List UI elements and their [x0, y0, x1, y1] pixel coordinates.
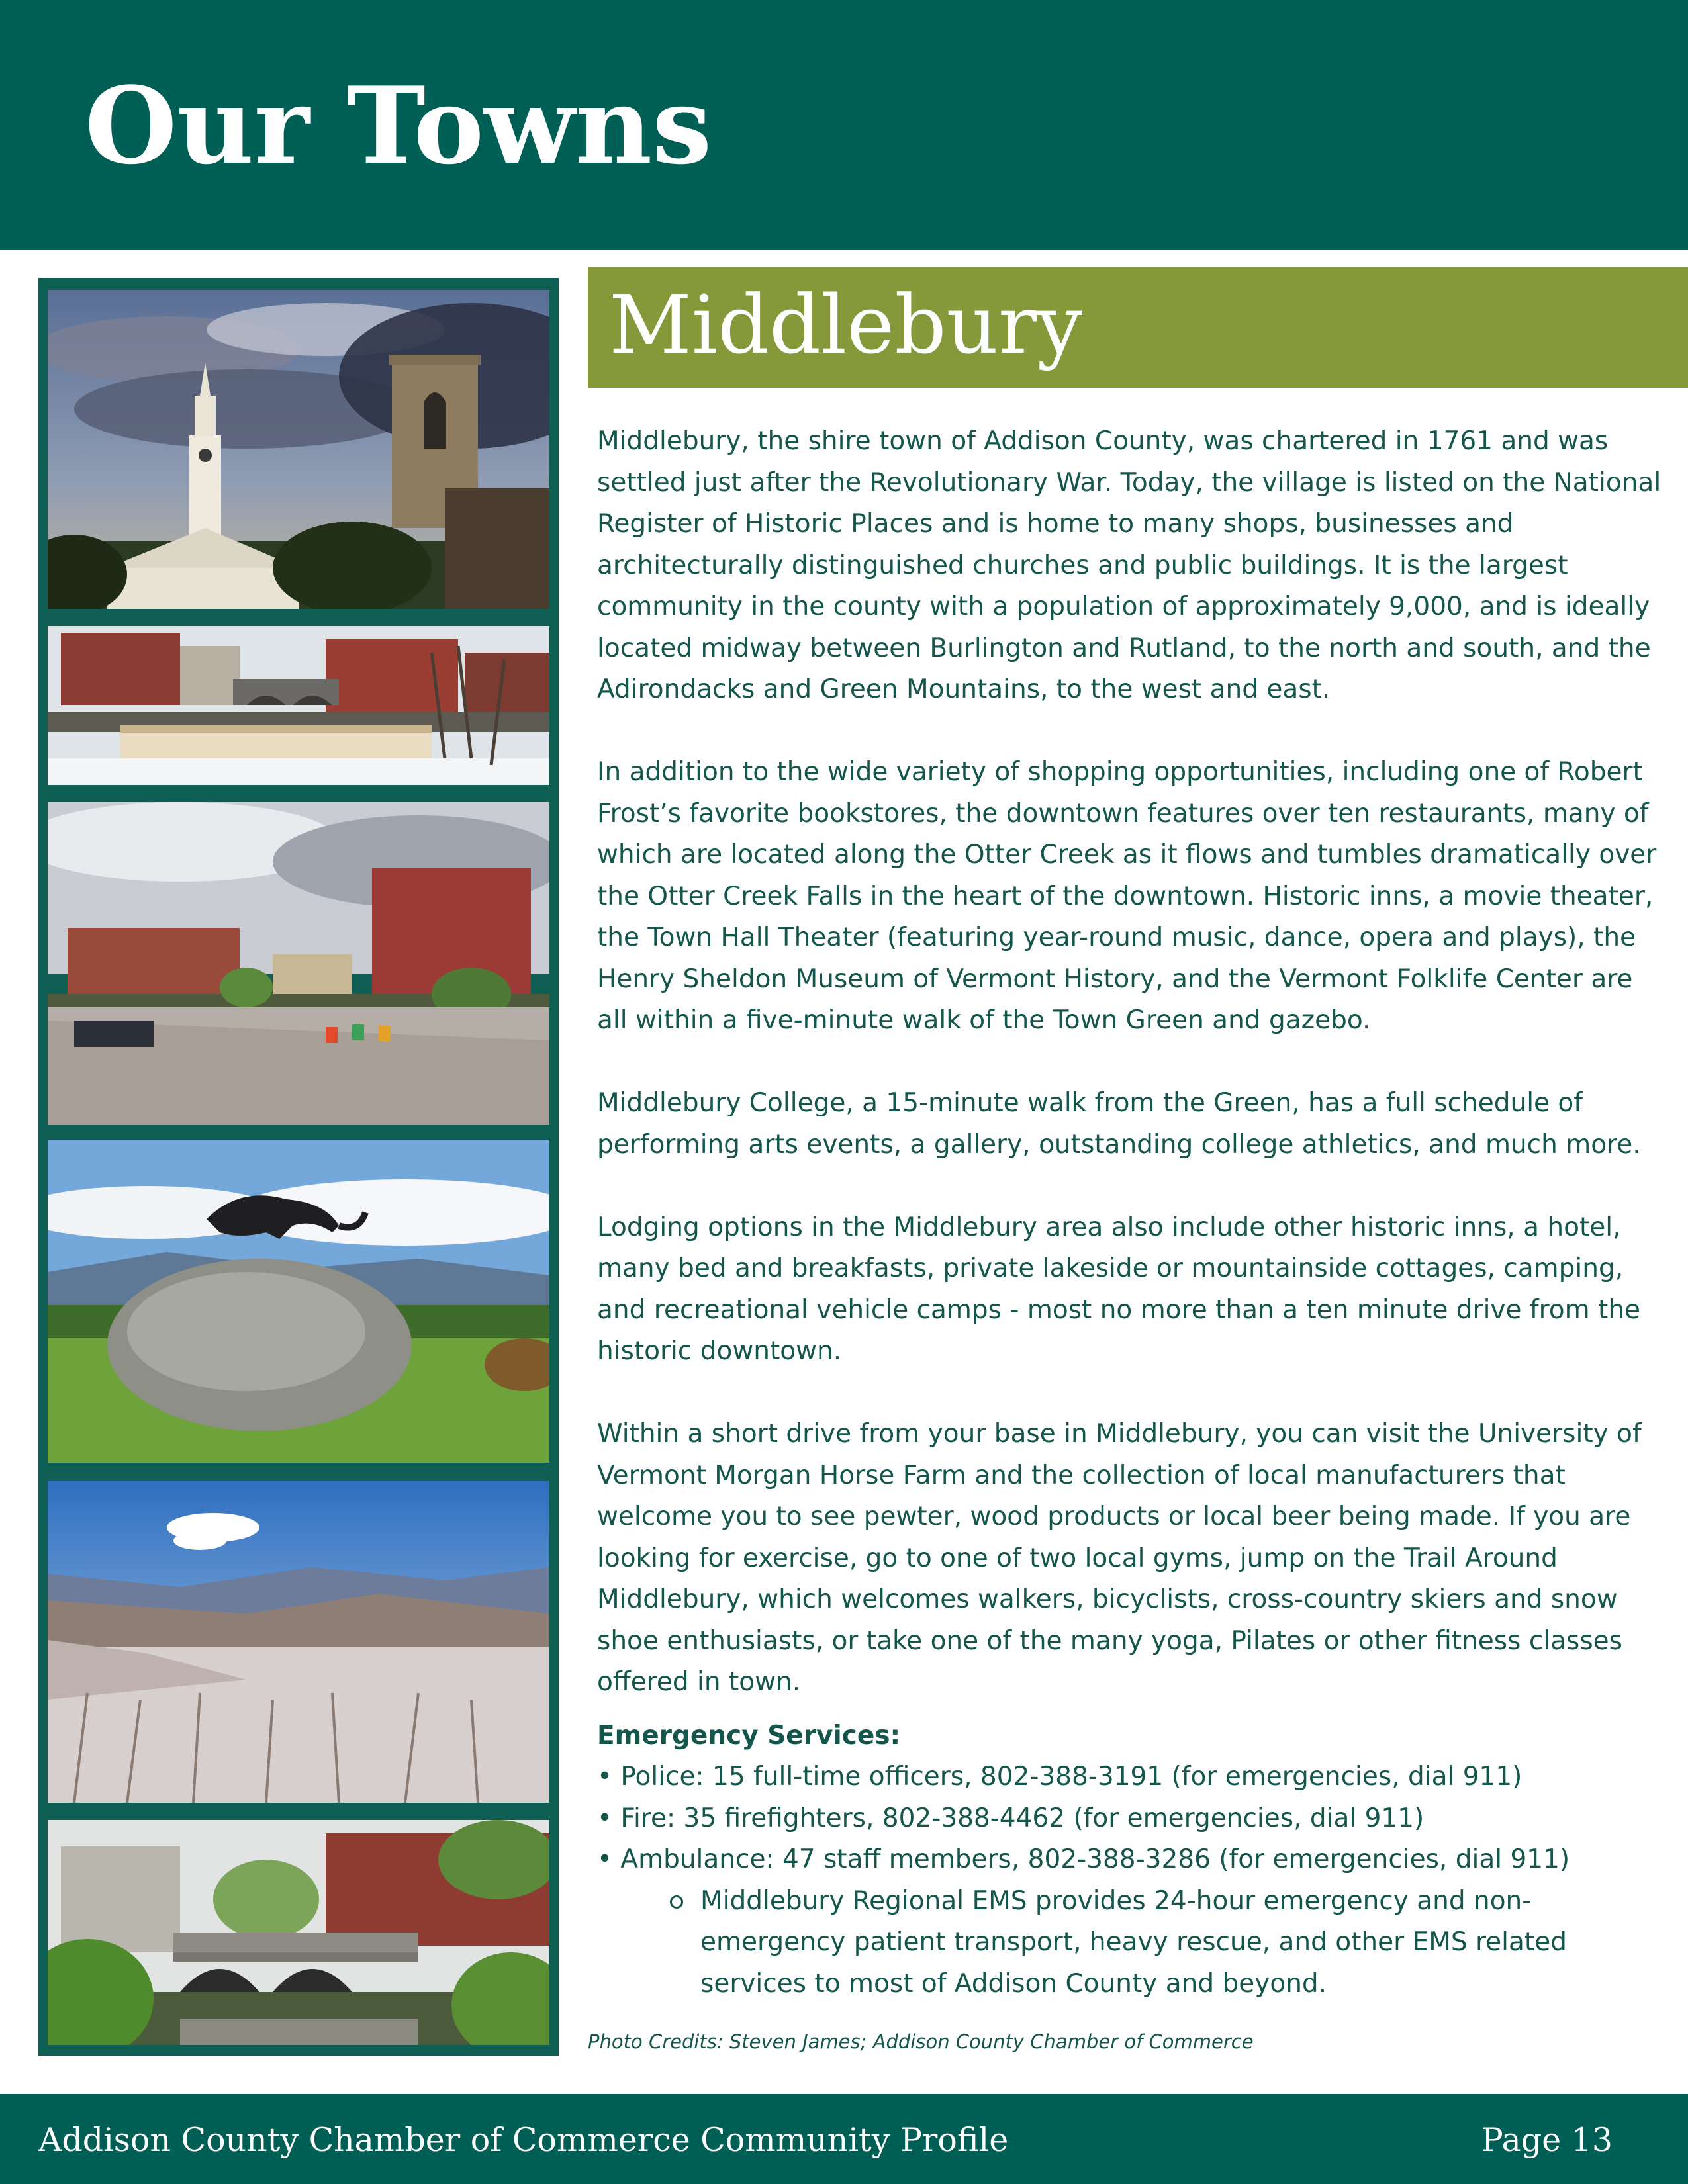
photo-church-steeple — [48, 290, 549, 609]
photo-otter-creek-falls — [48, 626, 549, 785]
emergency-heading: Emergency Services: — [597, 1720, 901, 1751]
emergency-sublist — [597, 1881, 1663, 2005]
footer-title: Addison County Chamber of Commerce Community Profile — [38, 2121, 1009, 2159]
emergency-item-ambulance: • Ambulance: 47 staff members, 802-388-3286 (for emergencies, dial 911) — [597, 1844, 1570, 1874]
paragraph-lodging: Lodging options in the Middlebury area also include other historic inns, a hotel, many bed and breakfasts, private lakeside or mountainside cottages, camping, and recreational vehicle camps - most no more than a ten minute drive from the historic downtown. — [597, 1212, 1641, 1366]
paragraph-downtown: In addition to the wide variety of shopping opportunities, including one of Robert Frost’s favorite bookstores, the downtown features over ten restaurants, many of which are located along the Otter Creek as it flows and tumbles dramatically over the Otter Creek Falls in the heart of the downtown. Historic inns, a movie theater, the Town Hall Theater (featuring year-round music, dance, opera and plays), the Henry Sheldon Museum of Vermont History, and the Vermont Folklife Center are all within a five-minute walk of the Town Green and gazebo. — [597, 757, 1657, 1035]
emergency-list — [597, 1756, 1663, 1881]
photo-column — [38, 278, 559, 2056]
page-number: Page 13 — [1481, 2121, 1613, 2159]
photo-credits: Photo Credits: Steven James; Addison County Chamber of Commerce — [588, 2030, 1254, 2053]
page-header — [0, 0, 1688, 250]
paragraph-intro: Middlebury, the shire town of Addison County, was chartered in 1761 and was settled just after the Revolutionary War. Today, the village is listed on the National Register of Historic Places and is home to many shops, businesses and architecturally distinguished churches and public buildings. It is the largest community in the county with a population of approximately 9,000, and is ideally located midway between Burlington and Rutland, to the north and south, and the Adirondacks and Green Mountains, to the west and east. — [597, 426, 1662, 704]
emergency-services — [597, 1715, 1663, 2005]
paragraph-college: Middlebury College, a 15-minute walk from the Green, has a full schedule of performing arts events, a gallery, outstanding college athletics, and much more. — [597, 1088, 1641, 1160]
emergency-item-fire: • Fire: 35 firefighters, 802-388-4462 (for emergencies, dial 911) — [597, 1803, 1425, 1833]
emergency-subitem-ems: Middlebury Regional EMS provides 24-hour emergency and non-emergency patient transport, heavy rescue, and other EMS related services to most of Addison County and beyond. — [700, 1881, 1663, 2005]
page-footer — [0, 2094, 1688, 2184]
photo-panther-statue — [48, 1140, 549, 1463]
section-title: Middlebury — [609, 278, 1083, 372]
photo-town-square — [48, 802, 549, 1125]
section-banner — [588, 267, 1688, 388]
photo-stone-bridge — [48, 1820, 549, 2045]
page-title: Our Towns — [85, 64, 712, 188]
paragraph-activities: Within a short drive from your base in Middlebury, you can visit the University of Vermont Morgan Horse Farm and the collection of local manufacturers that welcome you to see pewter, wood products or local beer being made. If you are looking for exercise, go to one of two local gyms, jump on the Trail Around Middlebury, which welcomes walkers, bicyclists, cross-country skiers and snow shoe enthusiasts, or take one of the many yoga, Pilates or other fitness classes offered in town. — [597, 1419, 1642, 1697]
article-body — [597, 421, 1663, 2005]
photo-frosted-valley — [48, 1481, 549, 1803]
emergency-item-police: • Police: 15 full-time officers, 802-388-3191 (for emergencies, dial 911) — [597, 1762, 1523, 1792]
